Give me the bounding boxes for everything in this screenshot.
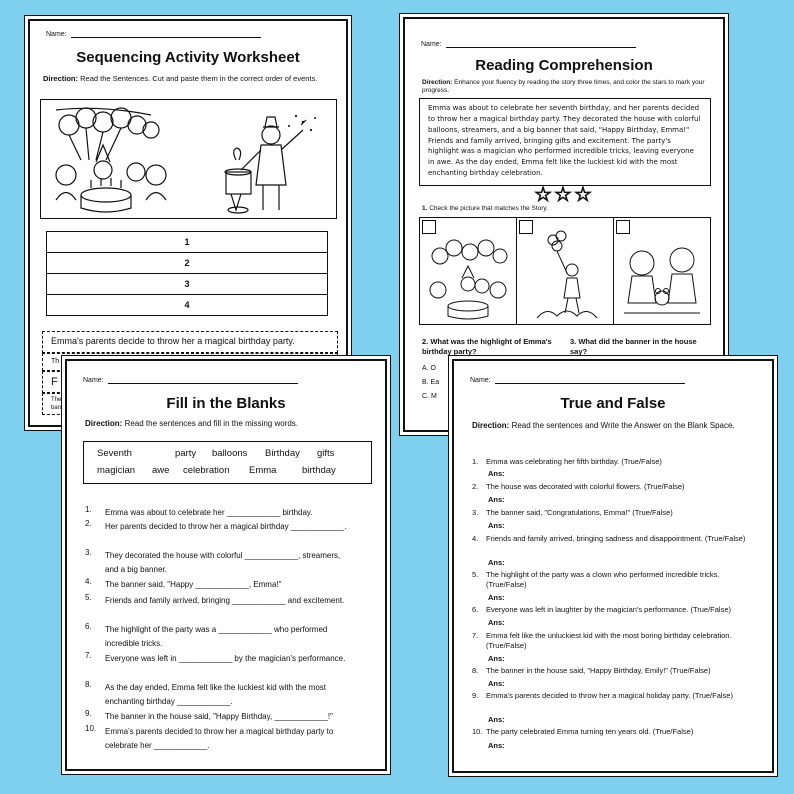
item-text: The banner in the house said, "Happy Birthday, ____________!": [105, 712, 333, 721]
word-bank-word: celebration: [183, 465, 230, 476]
name-line[interactable]: [108, 375, 298, 384]
item-text: The party celebrated Emma turning ten years old. (True/False): [486, 727, 694, 736]
item-text: Emma felt like the unluckiest kid with the most boring birthday celebration. (True/False): [486, 631, 732, 651]
direction: [422, 79, 712, 96]
answer-label[interactable]: Ans:: [488, 715, 505, 724]
item-text: They decorated the house with colorful ____________, streamers, and a big banner.: [105, 551, 341, 574]
worksheet-title: Reading Comprehension: [475, 57, 653, 74]
question-text: Check the picture that matches the Story.: [429, 205, 548, 212]
item-number: 10.: [472, 727, 483, 736]
name-line[interactable]: [71, 29, 261, 38]
sequence-boxes: [46, 231, 328, 316]
item-number: 8.: [85, 680, 92, 689]
answer-label[interactable]: Ans:: [488, 469, 505, 478]
story-text: Emma was about to celebrate her seventh birthday, and her parents decided to throw her a magical birthday party. They decorated the house with colorful balloons, streamers, and a big banner that said, "Happy Birthday, Emma!" Friends and family arrived, bringing gifts and excitement. The party's highlight was a magician who performed incredible tricks, leaving everyone in awe. As the day ended, Emma felt like the luckiest kid with the most enchanting birthday celebration.: [419, 98, 711, 186]
item-text: Everyone was left in ____________ by the magician's performance.: [105, 654, 346, 663]
answer-label[interactable]: Ans:: [488, 654, 505, 663]
direction: [85, 419, 298, 429]
answer-label[interactable]: Ans:: [488, 521, 505, 530]
answer-label[interactable]: Ans:: [488, 741, 505, 750]
direction: [43, 74, 333, 84]
strip-text: The: [51, 397, 62, 403]
item-number: 5.: [85, 593, 92, 602]
name-line[interactable]: [495, 375, 685, 384]
party-illustration: [41, 100, 336, 218]
worksheet-title: Fill in the Blanks: [166, 395, 286, 412]
word-bank-word: gifts: [317, 448, 335, 459]
item-text: The banner said, "Congratulations, Emma!" (True/False): [486, 508, 673, 517]
item-number: 7.: [472, 631, 479, 640]
word-bank-word: awe: [152, 465, 170, 476]
direction: [472, 421, 757, 431]
checkbox[interactable]: [519, 220, 533, 234]
item-number: 9.: [472, 691, 479, 700]
word-bank-word: birthday: [302, 465, 336, 476]
item-text: Everyone was left in laughter by the magician's performance. (True/False): [486, 605, 732, 614]
word-bank-word: balloons: [212, 448, 248, 459]
question-1: [422, 205, 548, 213]
word-bank-word: magician: [97, 465, 136, 476]
word-bank-word: Seventh: [97, 448, 132, 459]
worksheet-title: Sequencing Activity Worksheet: [76, 49, 300, 66]
direction-text: Read the sentences and fill in the missing words.: [124, 419, 299, 428]
answer-label[interactable]: Ans:: [488, 495, 505, 504]
item-number: 2.: [85, 519, 92, 528]
checkbox[interactable]: [616, 220, 630, 234]
picture-choice[interactable]: [517, 217, 614, 325]
name-line[interactable]: [446, 39, 636, 48]
answer-label[interactable]: Ans:: [488, 593, 505, 602]
sequence-box[interactable]: 1: [46, 231, 328, 253]
item-number: 3.: [85, 548, 92, 557]
item-number: 1.: [85, 505, 92, 514]
answer-option-c[interactable]: C. M: [422, 393, 437, 400]
item-number: 8.: [472, 666, 479, 675]
item-number: 1.: [472, 457, 479, 466]
item-text: Friends and family arrived, bringing sadness and disappointment. (True/False): [486, 534, 746, 543]
direction-text: Read the sentences and Write the Answer on the Blank Space.: [511, 421, 735, 430]
direction-label: Direction:: [422, 79, 453, 86]
picture-choice[interactable]: [614, 217, 711, 325]
answer-label[interactable]: Ans:: [488, 618, 505, 627]
item-text: The banner said, "Happy ____________, Emma!": [105, 580, 282, 589]
question-3: 3. What did the banner in the house say?: [570, 337, 697, 356]
name-field: [83, 375, 298, 384]
strip-text: ban: [51, 404, 62, 411]
item-number: 6.: [472, 605, 479, 614]
item-number: 7.: [85, 651, 92, 660]
progress-stars[interactable]: ☆☆☆: [534, 184, 594, 206]
item-number: 4.: [85, 577, 92, 586]
cut-strip[interactable]: Th: [42, 353, 338, 371]
cut-strip[interactable]: Emma's parents decide to throw her a magical birthday party.: [42, 331, 338, 353]
item-text: The highlight of the party was a ____________ who performed incredible tricks.: [105, 625, 328, 648]
word-bank-word: party: [175, 448, 197, 459]
item-text: The house was decorated with colorful flowers. (True/False): [486, 482, 685, 491]
answer-option-b[interactable]: B. Ea: [422, 379, 440, 386]
item-text: Emma's parents decided to throw her a magical holiday party. (True/False): [486, 691, 733, 700]
word-bank: [83, 441, 372, 484]
item-text: Emma was about to celebrate her ____________ birthday.: [105, 508, 313, 517]
item-text: Emma was celebrating her fifth birthday. (True/False): [486, 457, 662, 466]
item-number: 4.: [472, 534, 479, 543]
name-field: [46, 29, 261, 38]
name-field: [470, 375, 685, 384]
word-bank-word: Emma: [249, 465, 277, 476]
name-field: [421, 39, 636, 48]
cut-strip[interactable]: F: [42, 371, 338, 393]
true-false-worksheet: [452, 359, 774, 773]
item-number: 3.: [472, 508, 479, 517]
item-number: 5.: [472, 570, 479, 579]
question-number: 1.: [422, 205, 428, 212]
answer-option-a[interactable]: A. O: [422, 365, 437, 372]
direction-label: Direction:: [85, 419, 123, 428]
item-number: 6.: [85, 622, 92, 631]
item-number: 10.: [85, 724, 97, 733]
item-text: Her parents decided to throw her a magical birthday ____________.: [105, 522, 347, 531]
fill-blank-list: [85, 506, 375, 766]
checkbox[interactable]: [422, 220, 436, 234]
direction-text: Read the Sentences. Cut and paste them in the correct order of events.: [80, 74, 318, 83]
item-text: Emma's parents decided to throw her a magical birthday party to celebrate her ____________.: [105, 727, 334, 750]
name-label: Name:: [470, 377, 491, 384]
item-text: The banner in the house said, "Happy Birthday, Emily!" (True/False): [486, 666, 711, 675]
worksheet-title: True and False: [560, 395, 666, 412]
sequence-box[interactable]: 4: [46, 295, 328, 316]
answer-label[interactable]: Ans:: [488, 558, 505, 567]
picture-choice[interactable]: [419, 217, 517, 325]
sequence-box[interactable]: 2: [46, 253, 328, 274]
item-text: As the day ended, Emma felt like the luckiest kid with the most enchanting birthday ____________.: [105, 683, 326, 706]
name-label: Name:: [421, 41, 442, 48]
question-2: 2. What was the highlight of Emma's birthday party?: [422, 337, 552, 356]
picture-choices: [419, 217, 711, 325]
item-number: 9.: [85, 709, 92, 718]
name-label: Name:: [83, 377, 104, 384]
item-text: The highlight of the party was a clown who performed incredible tricks. (True/False): [486, 570, 720, 590]
name-label: Name:: [46, 31, 67, 38]
direction-label: Direction:: [43, 74, 79, 83]
fill-in-the-blanks-worksheet: [65, 359, 387, 771]
direction-text: Enhance your fluency by reading the story three times, and color the stars to mark your progress.: [422, 79, 705, 95]
answer-label[interactable]: Ans:: [488, 679, 505, 688]
item-text: Friends and family arrived, bringing ____________ and excitement.: [105, 596, 345, 605]
word-bank-word: Birthday: [265, 448, 300, 459]
illustration-box: [40, 99, 337, 219]
sequence-box[interactable]: 3: [46, 274, 328, 295]
item-number: 2.: [472, 482, 479, 491]
direction-label: Direction:: [472, 421, 510, 430]
